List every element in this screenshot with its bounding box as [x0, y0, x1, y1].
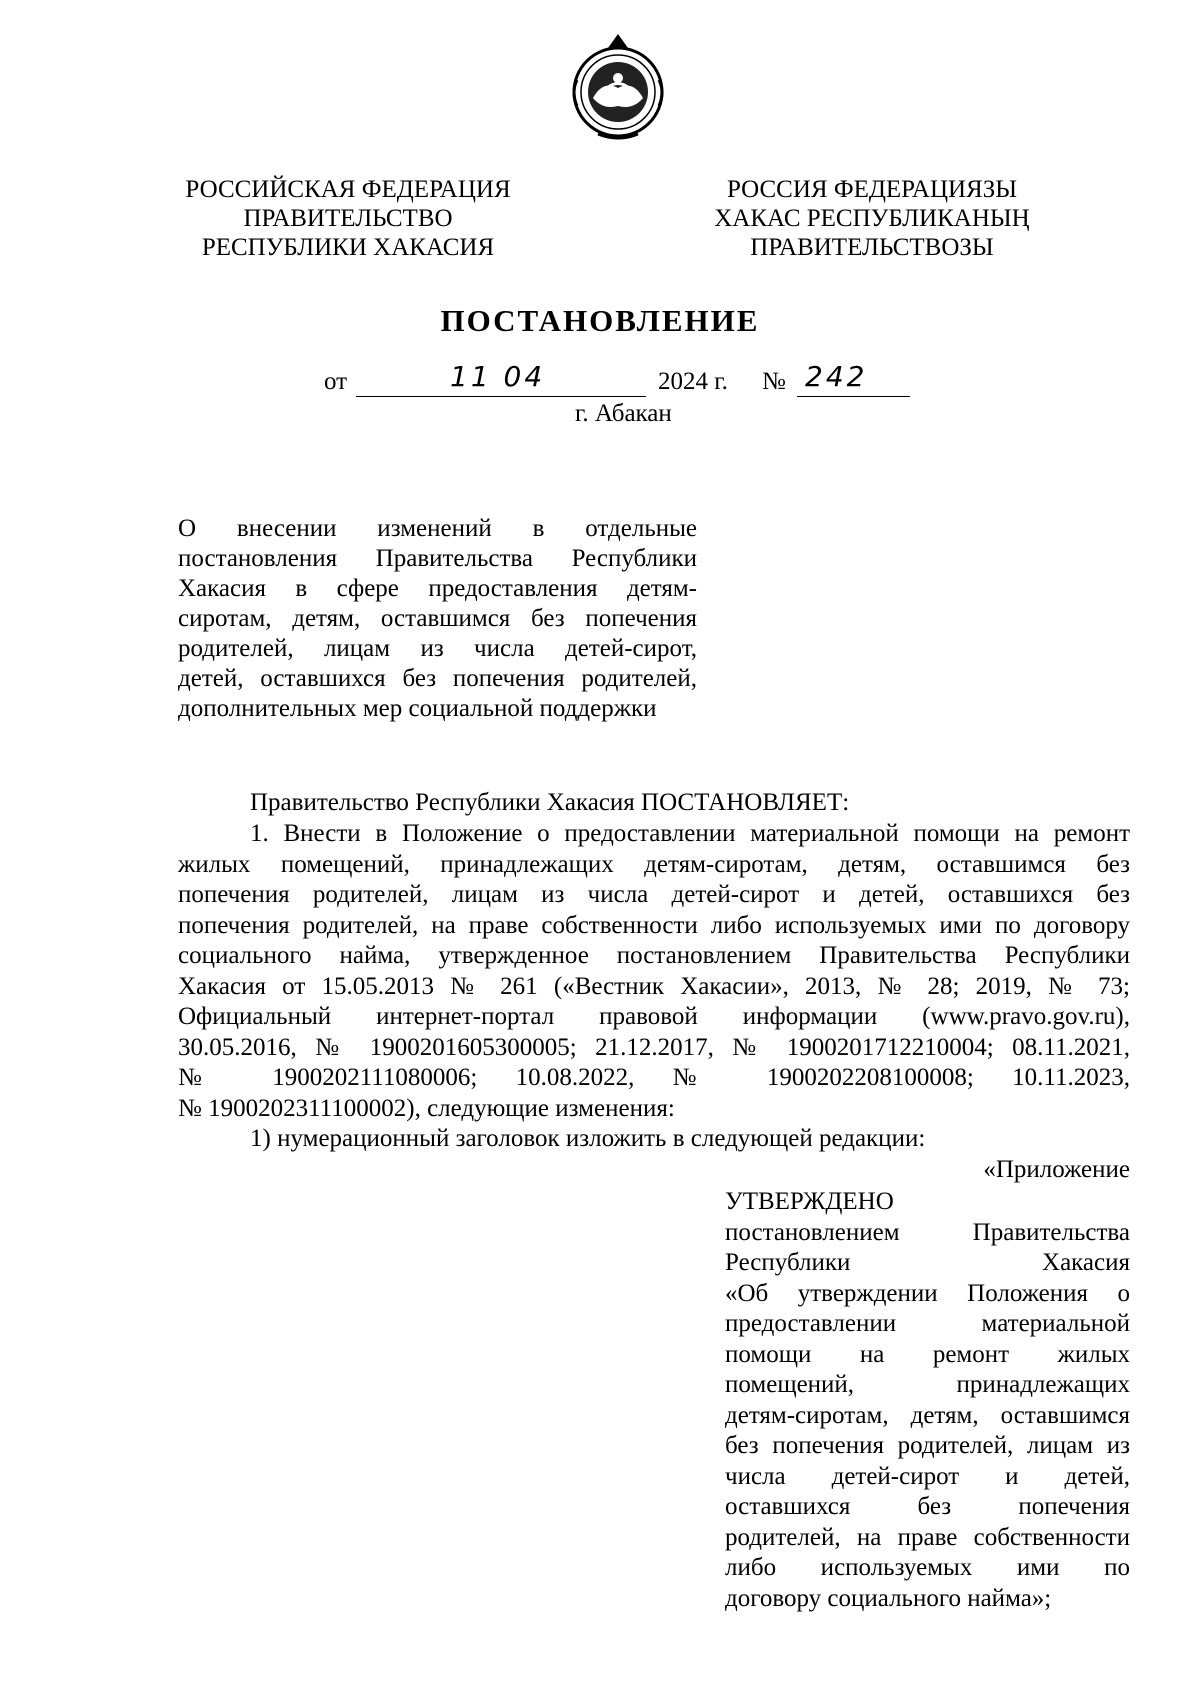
decree-line — [178, 788, 1130, 819]
city-name: г. Абакан — [575, 400, 672, 427]
approval-line: «Об утверждении Положения о — [725, 1279, 1130, 1307]
approval-line: договору социального найма»; — [725, 1584, 1052, 1612]
header-right-line: ПРАВИТЕЛЬСТВОЗЫ — [750, 234, 994, 261]
approval-line: Республики Хакасия — [725, 1249, 1130, 1276]
item-1-line: Официальный интернет-портал правовой информации (www.pravo.gov.ru), — [178, 1003, 1130, 1030]
approval-line: помощи на ремонт жилых — [725, 1340, 1130, 1368]
item-1-line: попечения родителей, на праве собственности либо используемых ими по договору — [178, 911, 1130, 939]
header-right-line: ХАКАС РЕСПУБЛИКАНЫҢ — [714, 205, 1030, 232]
approval-line: УТВЕРЖДЕНО — [725, 1188, 894, 1215]
header-left — [168, 175, 528, 262]
item-1-line: № 1900202311100002), следующие изменения: — [178, 1094, 675, 1122]
approval-line: помещений, принадлежащих — [725, 1371, 1130, 1398]
header-left-line: РОССИЙСКАЯ ФЕДЕРАЦИЯ — [185, 176, 511, 203]
subject-line: Хакасия в сфере предоставления детям- — [178, 575, 697, 602]
subject-line: дополнительных мер социальной поддержки — [178, 695, 657, 722]
item-1-line: 1. Внести в Положение о предоставлении материальной помощи на ремонт — [250, 820, 1130, 847]
item-1-line: № 1900202111080006; 10.08.2022, № 1900202208100008; 10.11.2023, — [178, 1064, 1130, 1091]
date-year: 2024 г. — [658, 368, 728, 395]
document-title: ПОСТАНОВЛЕНИЕ — [440, 303, 760, 338]
header-right — [712, 175, 1032, 262]
approval-line: без попечения родителей, лицам из — [725, 1432, 1130, 1459]
handwritten-date: 11 04 — [450, 360, 546, 393]
decree-text: Правительство Республики Хакасия ПОСТАНОВЛЯЕТ: — [250, 789, 850, 816]
appendix-label-row — [178, 1155, 1130, 1186]
item-1-line: социального найма, утвержденное постановлением Правительства Республики — [178, 942, 1130, 969]
subject-line: родителей, лицам из числа детей-сирот, — [178, 635, 697, 662]
approval-line: постановлением Правительства — [725, 1218, 1130, 1246]
item-1-line: 30.05.2016, № 1900201605300005; 21.12.2017, № 1900201712210004; 08.11.2021, — [178, 1033, 1130, 1061]
subitem-1 — [178, 1124, 1130, 1155]
header-left-line: РЕСПУБЛИКИ ХАКАСИЯ — [201, 234, 495, 261]
approval-block — [725, 1187, 1130, 1614]
coat-of-arms-emblem — [563, 30, 673, 145]
approval-line: либо используемых ими по — [725, 1554, 1130, 1581]
date-from-label: от — [324, 368, 348, 395]
appendix-label: «Приложение — [983, 1156, 1130, 1183]
subject-line: детей, оставшихся без попечения родителей, — [178, 665, 697, 692]
approval-line: детям-сиротам, детям, оставшимся — [725, 1401, 1130, 1429]
handwritten-number: 242 — [805, 360, 868, 393]
subject-line: сиротам, детям, оставшимся без попечения — [178, 605, 697, 632]
item-1-line: попечения родителей, лицам из числа детей-сирот и детей, оставшихся без — [178, 881, 1130, 908]
item-1-paragraph — [178, 819, 1130, 1124]
approval-line: числа детей-сирот и детей, — [725, 1462, 1130, 1490]
item-1-line: Хакасия от 15.05.2013 № 261 («Вестник Хакасии», 2013, № 28; 2019, № 73; — [178, 972, 1130, 1000]
number-label: № — [762, 368, 786, 395]
item-1-line: жилых помещений, принадлежащих детям-сиротам, детям, оставшимся без — [178, 850, 1130, 878]
approval-line: предоставлении материальной — [725, 1310, 1130, 1337]
header-right-line: РОССИЯ ФЕДЕРАЦИЯЗЫ — [726, 176, 1018, 203]
approval-line: оставшихся без попечения — [725, 1493, 1130, 1520]
subject-line: постановления Правительства Республики — [178, 545, 697, 572]
header-left-line: ПРАВИТЕЛЬСТВО — [243, 205, 453, 232]
subject-line: О внесении изменений в отдельные — [178, 515, 697, 542]
subitem-1-text: 1) нумерационный заголовок изложить в следующей редакции: — [250, 1125, 926, 1152]
approval-line: родителей, на праве собственности — [725, 1523, 1130, 1551]
subject-block — [178, 514, 697, 724]
